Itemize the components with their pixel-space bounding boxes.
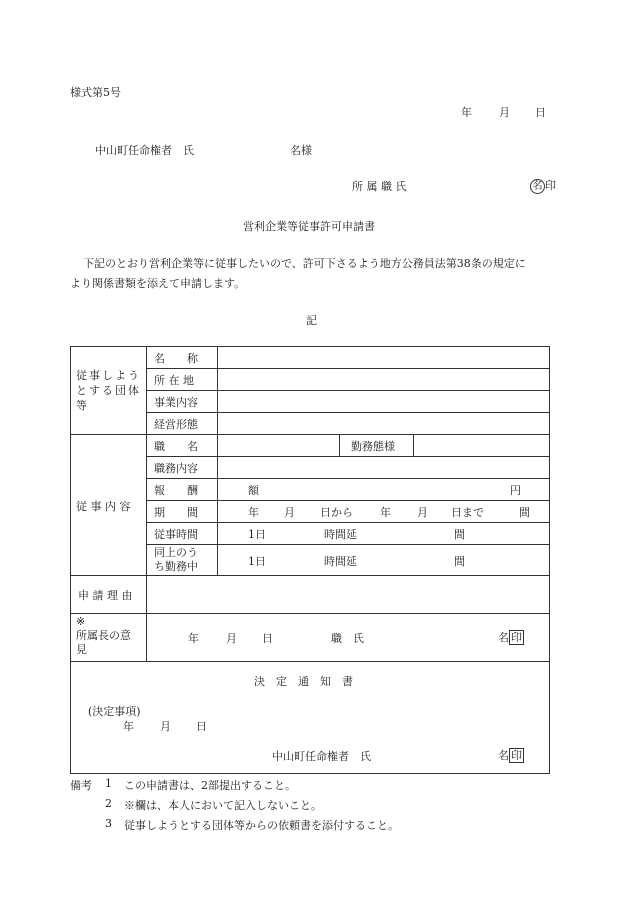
- decision-year: 年: [123, 720, 134, 733]
- note-3-text: 従事しようとする団体等からの依頼書を添付すること。: [124, 819, 399, 832]
- decision-day: 日: [196, 720, 207, 733]
- supervisor-month: 月: [226, 632, 237, 645]
- decision-title: 決 定 通 知 書: [254, 675, 353, 688]
- during-label: 同上のう ち勤務中: [154, 546, 198, 573]
- supervisor-seal: 名 印: [498, 631, 522, 644]
- applicant-seal-text: 印: [545, 179, 556, 192]
- supervisor-title: 職 氏: [331, 632, 364, 645]
- addressee: 中山町任命権者 氏: [95, 144, 194, 157]
- work-style-label: 勤務態様: [351, 440, 395, 453]
- seal-circle-icon: 名: [530, 179, 545, 194]
- reason-label: 申 請 理 由: [78, 589, 133, 602]
- period-to: 日まで: [451, 506, 484, 519]
- notes-label: 備考: [70, 779, 92, 792]
- decision-seal: 名 印: [498, 749, 522, 762]
- hours-day: 1日: [248, 528, 266, 541]
- application-table: [70, 346, 550, 774]
- ki-heading: 記: [306, 314, 317, 327]
- position-label: 職 名: [154, 440, 198, 453]
- supervisor-label: ※ 所属長の意 見: [76, 615, 131, 656]
- seal-box-icon: 印: [511, 749, 522, 762]
- hours-label: 従事時間: [154, 528, 198, 541]
- period-to-month: 月: [417, 506, 428, 519]
- hours-unit: 間: [454, 528, 465, 541]
- period-duration: 間: [519, 506, 530, 519]
- note-1-num: 1: [105, 777, 112, 790]
- period-label: 期 間: [154, 506, 198, 519]
- period-from-year: 年: [248, 506, 259, 519]
- decision-authority: 中山町任命権者 氏: [272, 750, 371, 763]
- during-day: 1日: [248, 555, 266, 568]
- decision-month: 月: [160, 720, 171, 733]
- org-business-label: 事業内容: [154, 396, 198, 409]
- pay-unit: 円: [510, 484, 521, 497]
- period-from-month: 月: [284, 506, 295, 519]
- org-name-label: 名 称: [154, 352, 198, 365]
- hours-total: 時間延: [324, 528, 357, 541]
- document-title: 営利企業等従事許可申請書: [243, 220, 375, 233]
- org-group-label: 従事しよう とする団体 等: [76, 369, 141, 412]
- period-from: 日から: [320, 506, 353, 519]
- supervisor-year: 年: [188, 632, 199, 645]
- addressee-name: 名様: [290, 144, 312, 157]
- date-month: 月: [499, 106, 510, 119]
- org-management-label: 経営形態: [154, 418, 198, 431]
- applicant-seal: [530, 177, 556, 194]
- date-year: 年: [461, 106, 472, 119]
- pay-amount: 額: [248, 484, 259, 497]
- applicant-label: 所 属 職 氏: [352, 180, 407, 193]
- note-1-text: この申請書は、2部提出すること。: [124, 779, 296, 792]
- pay-label: 報 酬: [154, 484, 198, 497]
- org-address-label: 所 在 地: [154, 374, 194, 387]
- decision-matters: (決定事項): [88, 705, 141, 718]
- period-to-year: 年: [380, 506, 391, 519]
- work-group-label: 従 事 内 容: [76, 500, 131, 513]
- during-total: 時間延: [324, 555, 357, 568]
- form-number: 様式第5号: [70, 86, 121, 99]
- note-2-num: 2: [105, 797, 112, 810]
- date-day: 日: [535, 106, 546, 119]
- during-unit: 間: [454, 555, 465, 568]
- note-2-text: ※欄は、本人において記入しないこと。: [124, 799, 322, 812]
- body-line-2: より関係書類を添えて申請します。: [70, 277, 246, 290]
- note-3-num: 3: [105, 817, 112, 830]
- body-line-1: 下記のとおり営利企業等に従事したいので、許可下さるよう地方公務員法第38条の規定に: [83, 257, 526, 270]
- duties-label: 職務内容: [154, 462, 198, 475]
- supervisor-day: 日: [262, 632, 273, 645]
- seal-box-icon: 印: [511, 631, 522, 644]
